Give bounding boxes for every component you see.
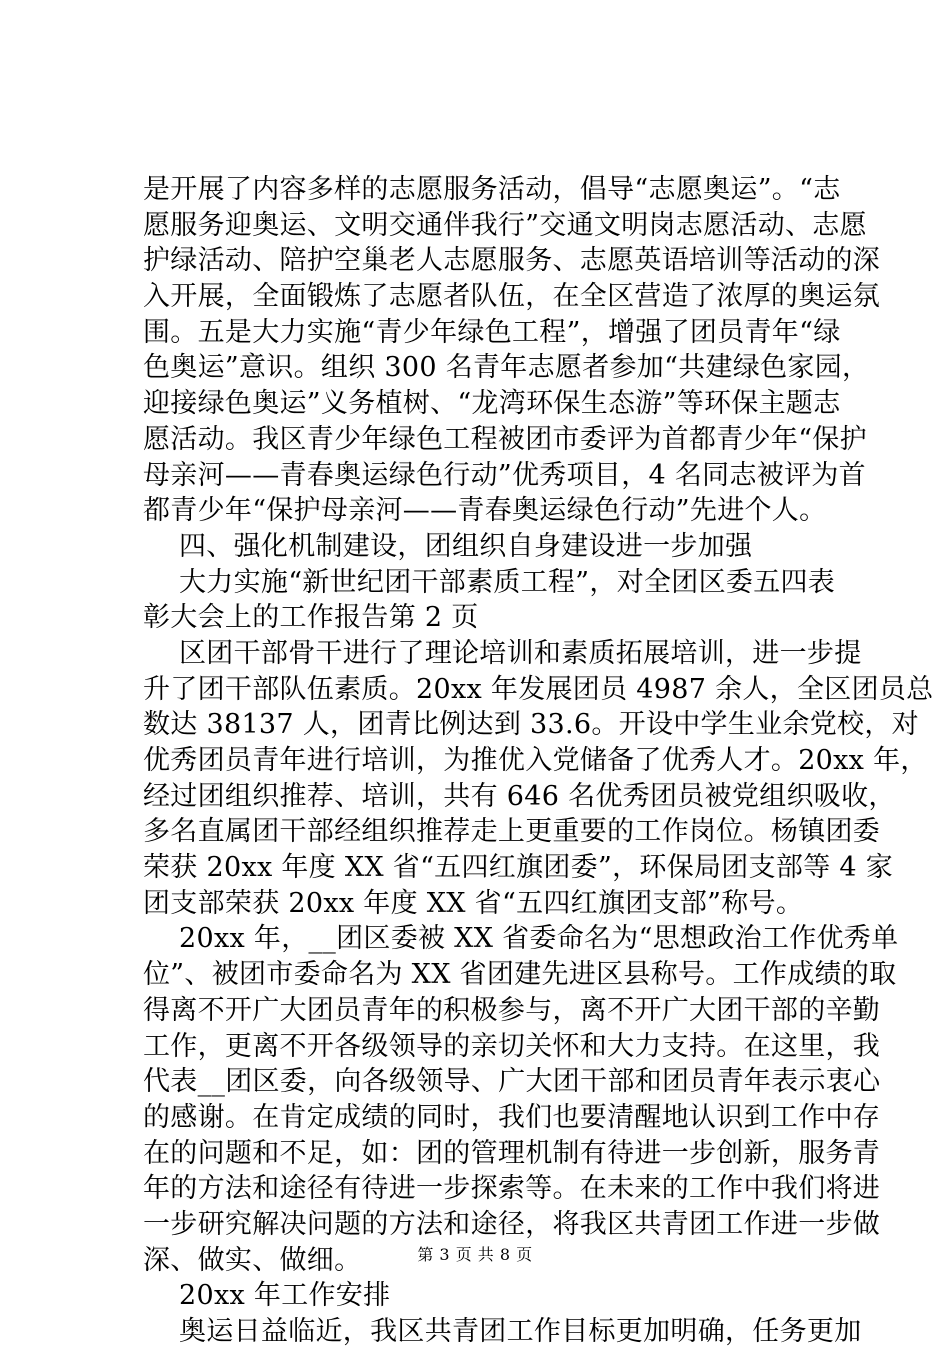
text-line: 工作，更离不开各级领导的亲切关怀和大力支持。在这里，我: [143, 1030, 881, 1062]
text-line: 的感谢。在肯定成绩的同时，我们也要清醒地认识到工作中存: [143, 1101, 881, 1133]
text-line: 多名直属团干部经组织推荐走上更重要的工作岗位。杨镇团委: [143, 816, 881, 848]
text-line: 数达 38137 人，团青比例达到 33.6。开设中学生业余党校，对: [143, 709, 919, 741]
section-heading: 20xx 年工作安排: [179, 1280, 391, 1312]
text-line: 年的方法和途径有待进一步探索等。在未来的工作中我们将进: [143, 1173, 881, 1205]
text-line: 代表__团区委，向各级领导、广大团干部和团员青年表示衷心: [143, 1066, 881, 1098]
text-line: 母亲河——青春奥运绿色行动”优秀项目，4 名同志被评为首: [143, 459, 866, 491]
text-line: 是开展了内容多样的志愿服务活动，倡导“志愿奥运”。“志: [143, 174, 841, 205]
section-heading: 四、强化机制建设，团组织自身建设进一步加强: [179, 530, 753, 562]
text-line: 经过团组织推荐、培训，共有 646 名优秀团员被党组织吸收，: [143, 780, 896, 812]
page-number-footer: 第 3 页 共 8 页: [417, 1245, 533, 1264]
text-line: 团支部荣获 20xx 年度 XX 省“五四红旗团支部”称号。: [143, 887, 804, 919]
text-line: 一步研究解决问题的方法和途径，将我区共青团工作进一步做: [143, 1208, 881, 1240]
text-line: 彰大会上的工作报告第 2 页: [143, 602, 479, 634]
text-line: 愿服务迎奥运、文明交通伴我行”交通文明岗志愿活动、志愿: [143, 209, 867, 241]
text-line: 优秀团员青年进行培训，为推优入党储备了优秀人才。20xx 年，: [143, 745, 928, 776]
text-line: 迎接绿色奥运”义务植树、“龙湾环保生态游”等环保主题志: [143, 388, 841, 420]
text-line: 围。五是大力实施“青少年绿色工程”，增强了团员青年“绿: [143, 316, 841, 348]
text-line: 色奥运”意识。组织 300 名青年志愿者参加“共建绿色家园，: [143, 352, 870, 384]
text-line: 位”、被团市委命名为 XX 省团建先进区县称号。工作成绩的取: [143, 959, 897, 991]
text-line: 荣获 20xx 年度 XX 省“五四红旗团委”，环保局团支部等 4 家: [143, 852, 894, 884]
text-line: 都青少年“保护母亲河——青春奥运绿色行动”先进个人。: [143, 495, 827, 527]
body-text: [143, 172, 934, 1350]
text-line: 区团干部骨干进行了理论培训和素质拓展培训，进一步提: [179, 637, 862, 669]
text-line: 深、做实、做细。: [143, 1244, 362, 1276]
text-line: 在的问题和不足，如：团的管理机制有待进一步创新，服务青: [143, 1137, 881, 1169]
text-line: 20xx 年，__团区委被 XX 省委命名为“思想政治工作优秀单: [179, 923, 899, 955]
text-line: 奥运日益临近，我区共青团工作目标更加明确，任务更加: [179, 1316, 862, 1347]
text-line: 得离不开广大团员青年的积极参与，离不开广大团干部的辛勤: [143, 994, 881, 1026]
text-line: 护绿活动、陪护空巢老人志愿服务、志愿英语培训等活动的深: [143, 245, 881, 277]
text-line: 升了团干部队伍素质。20xx 年发展团员 4987 余人，全区团员总: [143, 673, 934, 705]
text-line: 大力实施“新世纪团干部素质工程”，对全团区委五四表: [179, 566, 836, 598]
text-line: 愿活动。我区青少年绿色工程被团市委评为首都青少年“保护: [143, 423, 867, 455]
text-line: 入开展，全面锻炼了志愿者队伍，在全区营造了浓厚的奥运氛: [143, 281, 881, 313]
